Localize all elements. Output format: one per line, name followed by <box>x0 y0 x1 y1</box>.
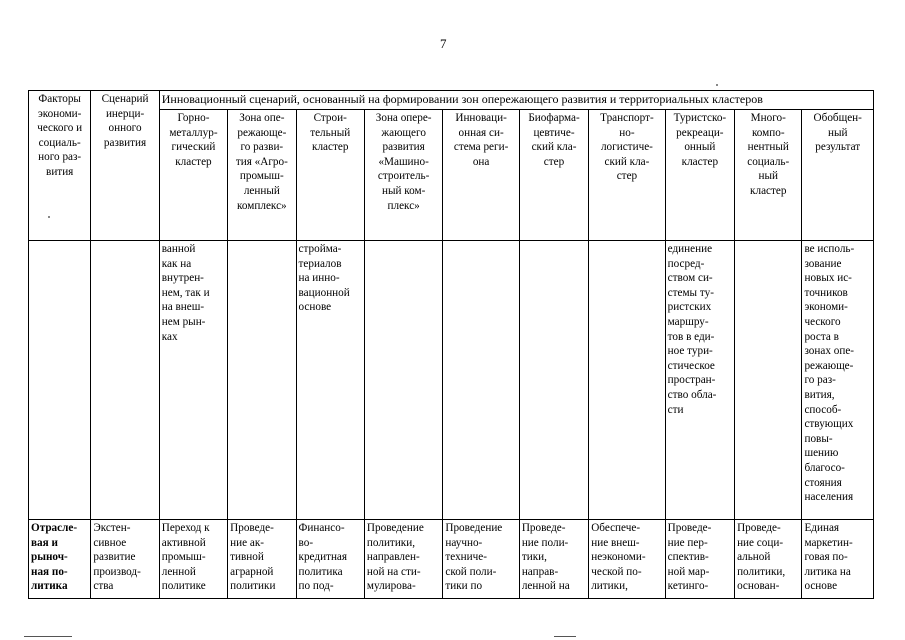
cell-text-line: Переход к <box>161 522 210 534</box>
cell-text-line: Проведение <box>366 522 424 534</box>
cell-text-line: основе <box>804 580 838 593</box>
cell-text-line: экономи- <box>37 107 82 120</box>
cell-text-line: по под- <box>298 580 334 593</box>
cell-text-line: ленной на <box>521 580 570 593</box>
cell-text-line: Зона опере- <box>375 112 432 124</box>
cell-text-line: экономи- <box>804 301 848 314</box>
cell-text-line: Транспорт- <box>600 112 654 124</box>
header-construction-cluster <box>296 110 364 241</box>
cell-text-line: Проведе- <box>667 522 712 534</box>
policy-cell-tourism <box>665 520 734 599</box>
cell-text-line: плекс» <box>387 199 420 212</box>
cell-text-line: комплекс» <box>237 199 287 212</box>
cell-text-line: го раз- <box>804 374 836 387</box>
header-machine-zone <box>364 110 442 241</box>
header-general-result <box>802 110 874 241</box>
cell-text-line: Отрасле- <box>31 522 78 534</box>
cell-text-line: мулирова- <box>366 580 416 593</box>
cell-text-line: онный <box>684 141 716 154</box>
cell-text-line: онного <box>108 122 142 135</box>
continuation-row <box>29 241 874 520</box>
cell-text-line: тики по <box>445 580 483 593</box>
factors-header <box>29 91 91 241</box>
policy-cell-biopharma <box>519 520 588 599</box>
cont-cell-machine <box>364 241 442 520</box>
cell-text-line: ной мар- <box>667 565 710 578</box>
cell-text-line: режающе- <box>804 359 854 372</box>
header-agro-zone <box>228 110 296 241</box>
cell-text-line: ской поли- <box>445 565 497 578</box>
cell-text-line: ский кла- <box>531 141 577 154</box>
cell-text-line: Горно- <box>177 112 210 124</box>
cell-text-line: ние ак- <box>230 536 265 549</box>
cell-text-line: населения <box>804 491 854 504</box>
policy-cell-inertia <box>91 520 159 599</box>
cell-text-line: ский кла- <box>604 155 650 168</box>
cell-text-line: ленной <box>161 565 196 578</box>
cell-text-line: политики <box>230 580 276 593</box>
cell-text-line: на инно- <box>298 272 340 285</box>
cell-text-line: рыноч- <box>31 551 68 564</box>
cell-text-line: промыш- <box>161 551 206 564</box>
cell-text-line: основан- <box>737 580 780 593</box>
inertia-scenario-header <box>91 91 159 241</box>
cell-text-line: политики, <box>366 536 416 549</box>
scan-mark-left <box>24 636 72 637</box>
cont-cell-mining <box>159 241 227 520</box>
cell-text-line: тики, <box>521 551 547 564</box>
cell-text-line: кластер <box>750 184 787 197</box>
cell-text-line: тия «Агро- <box>235 155 288 168</box>
cell-text-line: литика <box>31 580 68 593</box>
cell-text-line: промыш- <box>239 170 284 183</box>
innovation-scenario-header: Инновационный сценарий, основанный на формировании зон опережающего развития и территориальных кластеров <box>159 91 873 110</box>
cell-text-line: политика <box>298 565 343 578</box>
cell-text-line: ние внеш- <box>591 536 640 549</box>
cell-text-line: Финансо- <box>298 522 345 534</box>
cell-text-line: Единая <box>804 522 840 534</box>
cell-text-line: шению <box>804 447 839 460</box>
cell-text-line: ства <box>93 580 114 593</box>
policy-cell-mining <box>159 520 227 599</box>
cell-text-line: вития <box>46 165 74 178</box>
cell-text-line: развитие <box>93 551 136 564</box>
cell-text-line: Сценарий <box>101 93 149 105</box>
cell-text-line: кредитная <box>298 551 348 564</box>
cell-text-line: жающего <box>381 126 426 139</box>
cell-text-line: ством си- <box>667 272 713 285</box>
cell-text-line: Факторы <box>38 93 81 105</box>
cell-text-line: сивное <box>93 536 127 549</box>
cell-text-line: маршру- <box>667 315 709 328</box>
cell-text-line: Туристско- <box>673 112 727 124</box>
cell-text-line: рекреаци- <box>676 126 724 139</box>
header-tourism-cluster <box>665 110 734 241</box>
cell-text-line: зонах опе- <box>804 345 855 358</box>
cell-text-line: Инноваци- <box>455 112 507 124</box>
cell-text-line: ленный <box>243 184 280 197</box>
cell-text-line: компо- <box>751 126 785 139</box>
cell-text-line: ках <box>161 330 178 343</box>
cell-text-line: кетинго- <box>667 580 709 593</box>
cell-text-line: ванной <box>161 243 196 255</box>
cell-text-line: го разви- <box>240 141 284 154</box>
cell-text-line: направлен- <box>366 551 420 564</box>
cont-cell-construction <box>296 241 364 520</box>
cell-text-line: стема реги- <box>453 141 509 154</box>
scenario-table <box>28 90 874 599</box>
cell-text-line: ный ком- <box>381 184 426 197</box>
cell-text-line: точников <box>804 286 848 299</box>
cell-text-line: роста в <box>804 330 839 343</box>
cell-text-line: ние соци- <box>737 536 784 549</box>
cell-text-line: альной <box>737 551 771 564</box>
cell-text-line: гический <box>171 141 216 154</box>
cell-text-line: посред- <box>667 257 705 270</box>
cont-cell-inertia <box>91 241 159 520</box>
cell-text-line: стояния <box>804 476 842 489</box>
cell-text-line: благосо- <box>804 461 845 474</box>
header-social-cluster <box>735 110 802 241</box>
page-number: 7 <box>440 36 447 51</box>
cell-text-line: ствующих <box>804 418 854 431</box>
cell-text-line: нем, так и <box>161 286 210 299</box>
cell-text-line: кластер <box>312 141 349 154</box>
cell-text-line: как на <box>161 257 192 270</box>
policy-cell-social <box>735 520 802 599</box>
cont-cell-result <box>802 241 874 520</box>
cell-text-line: сти <box>667 403 684 416</box>
cell-text-line: Проведе- <box>737 522 781 534</box>
cell-text-line: спектив- <box>667 551 709 564</box>
cell-text-line: стер <box>616 170 638 183</box>
cont-cell-social <box>735 241 802 520</box>
cell-text-line: социаль- <box>38 136 81 149</box>
policy-cell-innovation <box>443 520 519 599</box>
cell-text-line: тельный <box>310 126 351 139</box>
cell-text-line: ние пер- <box>667 536 708 549</box>
cell-text-line: на внеш- <box>161 301 205 314</box>
cell-text-line: политике <box>161 580 206 593</box>
cell-text-line: Проведение <box>445 522 503 534</box>
cell-text-line: нем рын- <box>161 315 206 328</box>
header-biopharma-cluster <box>519 110 588 241</box>
cont-cell-innovation <box>443 241 519 520</box>
cell-text-line: основе <box>298 301 332 314</box>
policy-cell-machine <box>364 520 442 599</box>
header-row-top <box>29 91 874 110</box>
cell-text-line: неэкономи- <box>591 551 646 564</box>
header-innovation-system <box>443 110 519 241</box>
cell-text-line: ство обла- <box>667 388 717 401</box>
cell-text-line: повы- <box>804 432 833 445</box>
cell-text-line: техниче- <box>445 551 487 564</box>
cell-text-line: нентный <box>747 141 789 154</box>
cell-text-line: кластер <box>681 155 719 168</box>
cell-text-line: маркетин- <box>804 536 853 549</box>
cell-text-line: ние поли- <box>521 536 569 549</box>
cell-text-line: аграрной <box>230 565 274 578</box>
cell-text-line: зование <box>804 257 842 270</box>
cell-text-line: стическое <box>667 359 715 372</box>
cell-text-line: инерци- <box>105 107 145 120</box>
cell-text-line: Проведе- <box>521 522 566 534</box>
cell-text-line: единение <box>667 243 713 255</box>
cell-text-line: ное тури- <box>667 345 713 358</box>
cell-text-line: Биофарма- <box>528 112 580 124</box>
cell-text-line: Строи- <box>313 112 347 124</box>
cell-text-line: литика на <box>804 565 851 578</box>
cell-text-line: Зона опе- <box>239 112 285 124</box>
cell-text-line: цевтиче- <box>533 126 575 139</box>
cell-text-line: ческого <box>804 315 841 328</box>
cell-text-line: простран- <box>667 374 716 387</box>
cell-text-line: Обобщен- <box>813 112 862 124</box>
cell-text-line: литики, <box>591 580 628 593</box>
cell-text-line: ного раз- <box>38 151 82 164</box>
header-mining-cluster <box>159 110 227 241</box>
cont-cell-transport <box>589 241 665 520</box>
cell-text-line: вития, <box>804 388 835 401</box>
scan-mark-right <box>554 636 576 637</box>
cell-text-line: «Машино- <box>378 155 429 168</box>
policy-row <box>29 520 874 599</box>
cell-text-line: ной на сти- <box>366 565 421 578</box>
cell-text-line: внутрен- <box>161 272 204 285</box>
cell-text-line: во- <box>298 536 314 549</box>
cell-text-line: развития <box>103 136 147 149</box>
cell-text-line: металлур- <box>169 126 218 139</box>
cont-cell-biopharma <box>519 241 588 520</box>
cell-text-line: вая и <box>31 536 58 549</box>
cell-text-line: способ- <box>804 403 842 416</box>
cell-text-line: результат <box>815 141 861 154</box>
policy-cell-factor <box>29 520 91 599</box>
cell-text-line: онная си- <box>458 126 504 139</box>
cell-text-line: стройма- <box>298 243 342 255</box>
cell-text-line: политики, <box>737 565 786 578</box>
cell-text-line: активной <box>161 536 206 549</box>
cell-text-line: направ- <box>521 565 559 578</box>
cell-text-line: режающе- <box>237 126 287 139</box>
cell-text-line: Экстен- <box>93 522 131 534</box>
cont-cell-tourism <box>665 241 734 520</box>
cell-text-line: но- <box>619 126 635 139</box>
cell-text-line: научно- <box>445 536 483 549</box>
scan-speck <box>716 84 718 86</box>
cell-text-line: ный <box>758 170 778 183</box>
scan-speck <box>48 216 50 218</box>
cell-text-line: ческого и <box>37 122 83 135</box>
header-transport-cluster <box>589 110 665 241</box>
cell-text-line: ческой по- <box>591 565 642 578</box>
policy-cell-transport <box>589 520 665 599</box>
cell-text-line: говая по- <box>804 551 848 564</box>
cell-text-line: стер <box>543 155 565 168</box>
cell-text-line: производ- <box>93 565 141 578</box>
policy-cell-construction <box>296 520 364 599</box>
cell-text-line: она <box>472 155 490 168</box>
cell-text-line: тов в еди- <box>667 330 715 343</box>
cell-text-line: ная по- <box>31 565 68 578</box>
cell-text-line: Обеспече- <box>591 522 641 534</box>
cell-text-line: строитель- <box>377 170 430 183</box>
cell-text-line: логистиче- <box>600 141 653 154</box>
cell-text-line: стемы ту- <box>667 286 714 299</box>
cell-text-line: ный <box>827 126 848 139</box>
cell-text-line: ристских <box>667 301 712 314</box>
cell-text-line: Проведе- <box>230 522 274 534</box>
cell-text-line: социаль- <box>747 155 790 168</box>
cell-text-line: новых ис- <box>804 272 852 285</box>
cont-cell-factors <box>29 241 91 520</box>
cell-text-line: развития <box>382 141 425 154</box>
cont-cell-agro <box>228 241 296 520</box>
cell-text-line: вационной <box>298 286 350 299</box>
cell-text-line: Много- <box>750 112 786 124</box>
cell-text-line: кластер <box>175 155 212 168</box>
cell-text-line: териалов <box>298 257 342 270</box>
policy-cell-agro <box>228 520 296 599</box>
cell-text-line: тивной <box>230 551 264 564</box>
policy-cell-result <box>802 520 874 599</box>
cell-text-line: ве исполь- <box>804 243 855 255</box>
